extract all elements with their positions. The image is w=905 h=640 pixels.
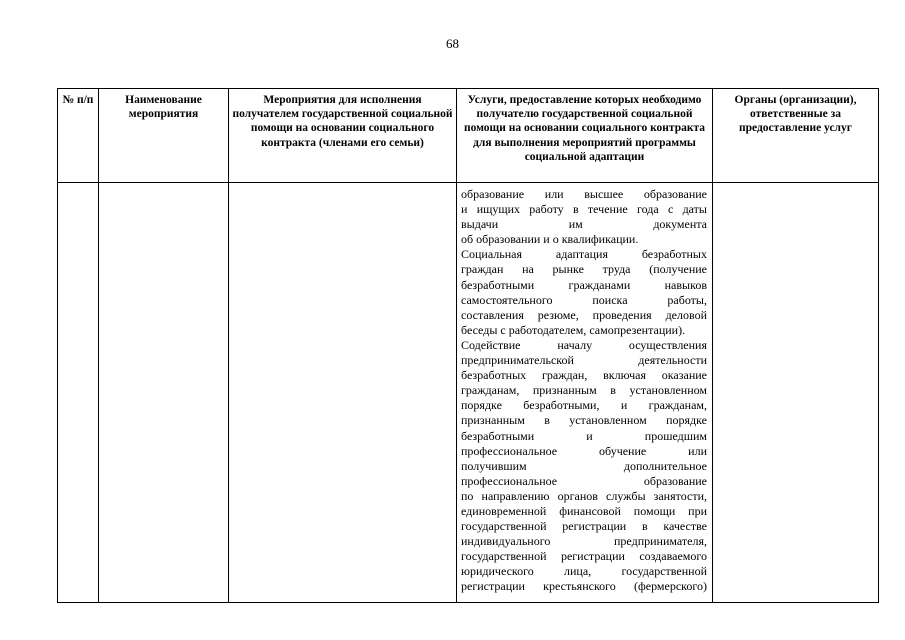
- text-line: профессиональное образование: [461, 473, 707, 488]
- text-line: беседы с работодателем, самопрезентации).: [461, 322, 686, 337]
- header-number: [58, 89, 99, 183]
- header-number-label: № п/п: [62, 94, 94, 106]
- header-responsible-bodies: [713, 89, 879, 183]
- text-line: и ищущих работу в течение года с даты: [461, 202, 707, 217]
- header-measures-label: Мероприятия для исполнения получателем государственной социальной помощи на основании социального контракта (членами его семьи): [232, 94, 453, 149]
- text-line: безработными гражданами навыков: [461, 277, 707, 292]
- header-services-label: Услуги, предоставление которых необходимо получателю государственной социальной помощи на основании социального контракта для выполнения мероприятий программы социальной адаптации: [463, 94, 706, 163]
- text-line: составления резюме, проведения деловой: [461, 307, 707, 322]
- text-line: безработных граждан, включая оказание: [461, 368, 707, 383]
- table-row: [58, 183, 879, 603]
- cell-measures: [229, 183, 457, 603]
- header-services: [457, 89, 713, 183]
- text-line: гражданам, признанным в установленном: [461, 383, 707, 398]
- text-line: по направлению органов службы занятости,: [461, 488, 707, 503]
- text-line: Содействие началу осуществления: [461, 337, 707, 352]
- text-line: безработными и прошедшим: [461, 428, 707, 443]
- cell-responsible-bodies: [713, 183, 879, 603]
- text-line: порядке безработными, и гражданам,: [461, 398, 707, 413]
- text-line: государственной регистрации создаваемого: [461, 549, 707, 564]
- text-line: признанным в установленном порядке: [461, 413, 707, 428]
- cell-number: [58, 183, 99, 603]
- text-line: получившим дополнительное: [461, 458, 707, 473]
- text-line: регистрации крестьянского (фермерского): [461, 579, 707, 594]
- table-header-row: [58, 89, 879, 183]
- text-line: образование или высшее образование: [461, 187, 707, 201]
- text-line: Социальная адаптация безработных: [461, 247, 707, 262]
- header-measures: [229, 89, 457, 183]
- text-line: профессиональное обучение или: [461, 443, 707, 458]
- text-line: самостоятельного поиска работы,: [461, 292, 707, 307]
- page-number: 68: [446, 36, 459, 51]
- cell-event-name: [99, 183, 229, 603]
- text-line: предпринимательской деятельности: [461, 353, 707, 368]
- text-line: об образовании и о квалификации.: [461, 232, 639, 247]
- programme-table: [57, 88, 879, 603]
- text-line: граждан на рынке труда (получение: [461, 262, 707, 277]
- services-text: [461, 187, 707, 595]
- text-line: единовременной финансовой помощи при: [461, 503, 707, 518]
- text-line: государственной регистрации в качестве: [461, 519, 707, 534]
- text-line: индивидуального предпринимателя,: [461, 534, 707, 549]
- text-line: выдачи им документа: [461, 217, 707, 232]
- text-line: юридического лица, государственной: [461, 564, 707, 579]
- header-responsible-bodies-label: Органы (организации), ответственные за предоставление услуг: [734, 94, 857, 135]
- header-event-name: [99, 89, 229, 183]
- header-event-name-label: Наименование мероприятия: [125, 94, 202, 121]
- cell-services: [457, 183, 713, 603]
